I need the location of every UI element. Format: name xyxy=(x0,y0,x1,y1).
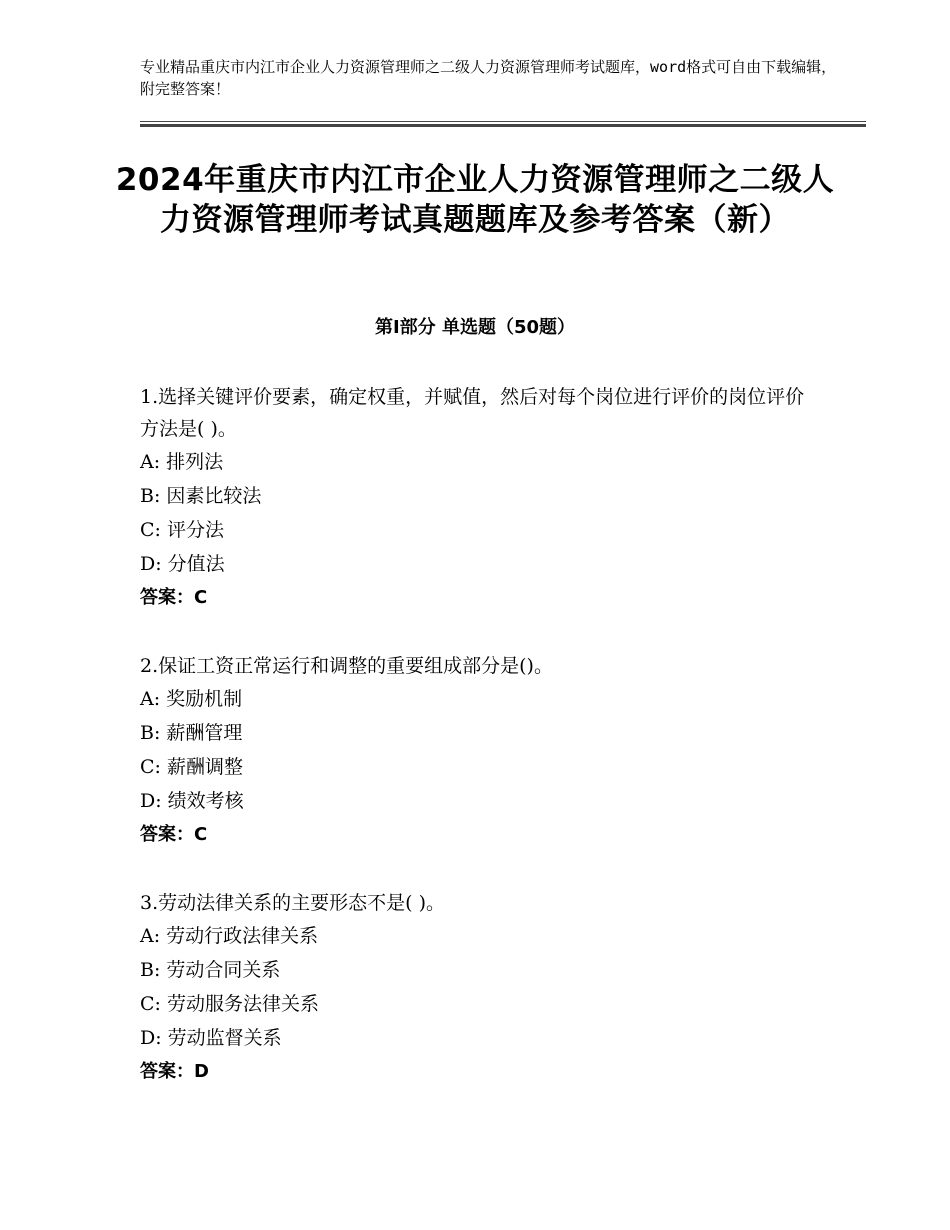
question-answer: 答案：C xyxy=(140,824,208,845)
question-3 xyxy=(140,887,820,1089)
question-option-d: D: 绩效考核 xyxy=(140,790,244,812)
header-divider-thick xyxy=(140,124,866,127)
question-stem: 1.选择关键评价要素，确定权重，并赋值，然后对每个岗位进行评价的岗位评价方法是( )。 xyxy=(140,386,805,440)
question-list xyxy=(140,381,820,1124)
question-stem: 3.劳动法律关系的主要形态不是( )。 xyxy=(140,892,445,914)
question-option-c: C: 评分法 xyxy=(140,519,224,541)
question-option-d: D: 分值法 xyxy=(140,553,225,575)
question-option-a: A: 奖励机制 xyxy=(140,688,243,710)
question-option-d: D: 劳动监督关系 xyxy=(140,1027,282,1049)
question-answer: 答案：C xyxy=(140,587,208,608)
header-divider-thin xyxy=(140,121,866,122)
question-option-b: B: 薪酬管理 xyxy=(140,722,243,744)
question-option-c: C: 劳动服务法律关系 xyxy=(140,993,319,1015)
section-title: 第Ⅰ部分 单选题（50题） xyxy=(374,317,575,338)
question-2 xyxy=(140,650,820,852)
question-option-b: B: 劳动合同关系 xyxy=(140,959,281,981)
question-1 xyxy=(140,381,820,615)
question-stem: 2.保证工资正常运行和调整的重要组成部分是()。 xyxy=(140,655,553,677)
document-header-note: 专业精品重庆市内江市企业人力资源管理师之二级人力资源管理师考试题库，word格式可自由下载编辑，附完整答案！ xyxy=(140,58,837,98)
question-option-c: C: 薪酬调整 xyxy=(140,756,243,778)
document-title: 2024年重庆市内江市企业人力资源管理师之二级人力资源管理师考试真题题库及参考答案（新） xyxy=(115,162,835,238)
question-option-b: B: 因素比较法 xyxy=(140,485,262,507)
question-option-a: A: 排列法 xyxy=(140,451,224,473)
question-option-a: A: 劳动行政法律关系 xyxy=(140,925,319,947)
question-answer: 答案：D xyxy=(140,1061,209,1082)
